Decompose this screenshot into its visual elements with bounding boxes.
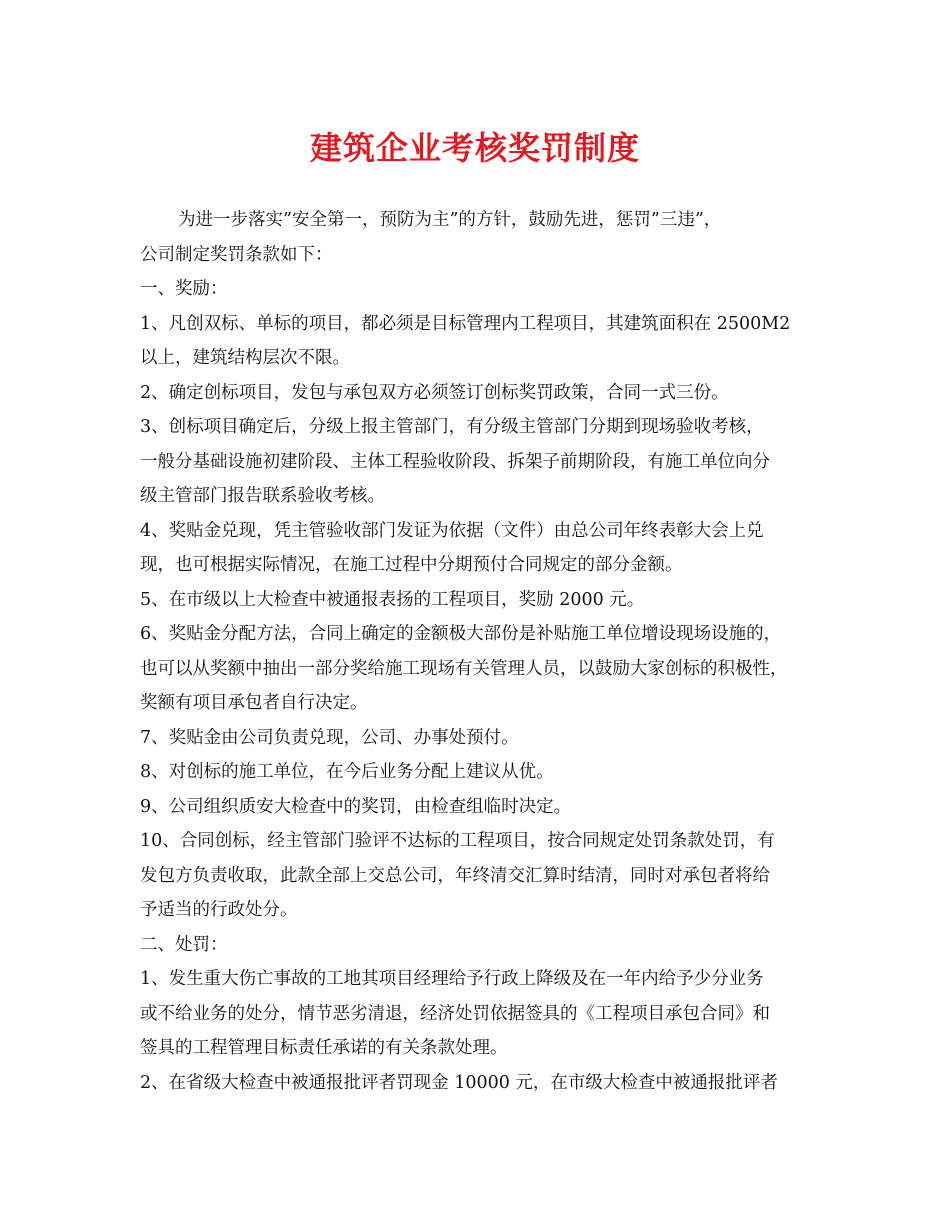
- paragraph-line: 2、在省级大检查中被通报批评者罚现金 10000 元，在市级大检查中被通报批评者: [140, 1072, 778, 1093]
- paragraph-line: 2、确定创标项目，发包与承包双方必须签订创标奖罚政策，合同一式三份。: [140, 382, 729, 403]
- paragraph-line: 6、奖贴金分配方法，合同上确定的金额极大部份是补贴施工单位增设现场设施的，: [140, 624, 782, 644]
- section-heading: 一、奖励：: [140, 279, 228, 299]
- section-heading: 二、处罚：: [140, 934, 228, 955]
- paragraph-line: 奖额有项目承包者自行决定。: [140, 693, 368, 713]
- paragraph-line: 1、发生重大伤亡事故的工地其项目经理给予行政上降级及在一年内给予少分业务: [140, 969, 764, 989]
- paragraph-line: 也可以从奖额中抽出一部分奖给施工现场有关管理人员，以鼓励大家创标的积极性，: [140, 658, 788, 679]
- paragraph-line: 5、在市级以上大检查中被通报表扬的工程项目，奖励 2000 元。: [140, 589, 645, 610]
- paragraph-line: 公司制定奖罚条款如下：: [140, 244, 333, 265]
- document-title: 建筑企业考核奖罚制度: [309, 129, 640, 167]
- paragraph-line: 1、凡创双标、单标的项目，都必须是目标管理内工程项目，其建筑面积在 2500M2: [140, 313, 791, 334]
- paragraph-line: 一般分基础设施初建阶段、主体工程验收阶段、拆架子前期阶段，有施工单位向分: [140, 451, 770, 472]
- paragraph-line: 现，也可根据实际情况，在施工过程中分期预付合同规定的部分金额。: [140, 555, 683, 575]
- paragraph-line: 10、合同创标，经主管部门验评不达标的工程项目，按合同规定处罚条款处罚，有: [140, 831, 775, 851]
- paragraph-line: 3、创标项目确定后，分级上报主管部门，有分级主管部门分期到现场验收考核，: [140, 417, 764, 437]
- document-body: [140, 203, 830, 1100]
- paragraph-line: 或不给业务的处分，情节恶劣清退，经济处罚依据签具的《工程项目承包合同》和: [140, 1003, 770, 1024]
- paragraph-line: 4、奖贴金兑现，凭主管验收部门发证为依据（文件）由总公司年终表彰大会上兑: [140, 520, 764, 541]
- paragraph-line: 7、奖贴金由公司负责兑现，公司、办事处预付。: [140, 727, 519, 748]
- paragraph-line: 签具的工程管理目标责任承诺的有关条款处理。: [140, 1038, 508, 1058]
- paragraph-line: 为进一步落实”安全第一，预防为主”的方针，鼓励先进，惩罚”三违”，: [178, 210, 722, 230]
- paragraph-line: 8、对创标的施工单位，在今后业务分配上建议从优。: [140, 762, 554, 782]
- paragraph-line: 9、公司组织质安大检查中的奖罚，由检查组临时决定。: [140, 796, 572, 817]
- paragraph-line: 以上，建筑结构层次不限。: [140, 348, 350, 368]
- paragraph-line: 予适当的行政处分。: [140, 900, 298, 920]
- paragraph-line: 发包方负责收取，此款全部上交总公司，年终清交汇算时结清，同时对承包者将给: [140, 865, 770, 886]
- paragraph-line: 级主管部门报告联系验收考核。: [140, 486, 385, 506]
